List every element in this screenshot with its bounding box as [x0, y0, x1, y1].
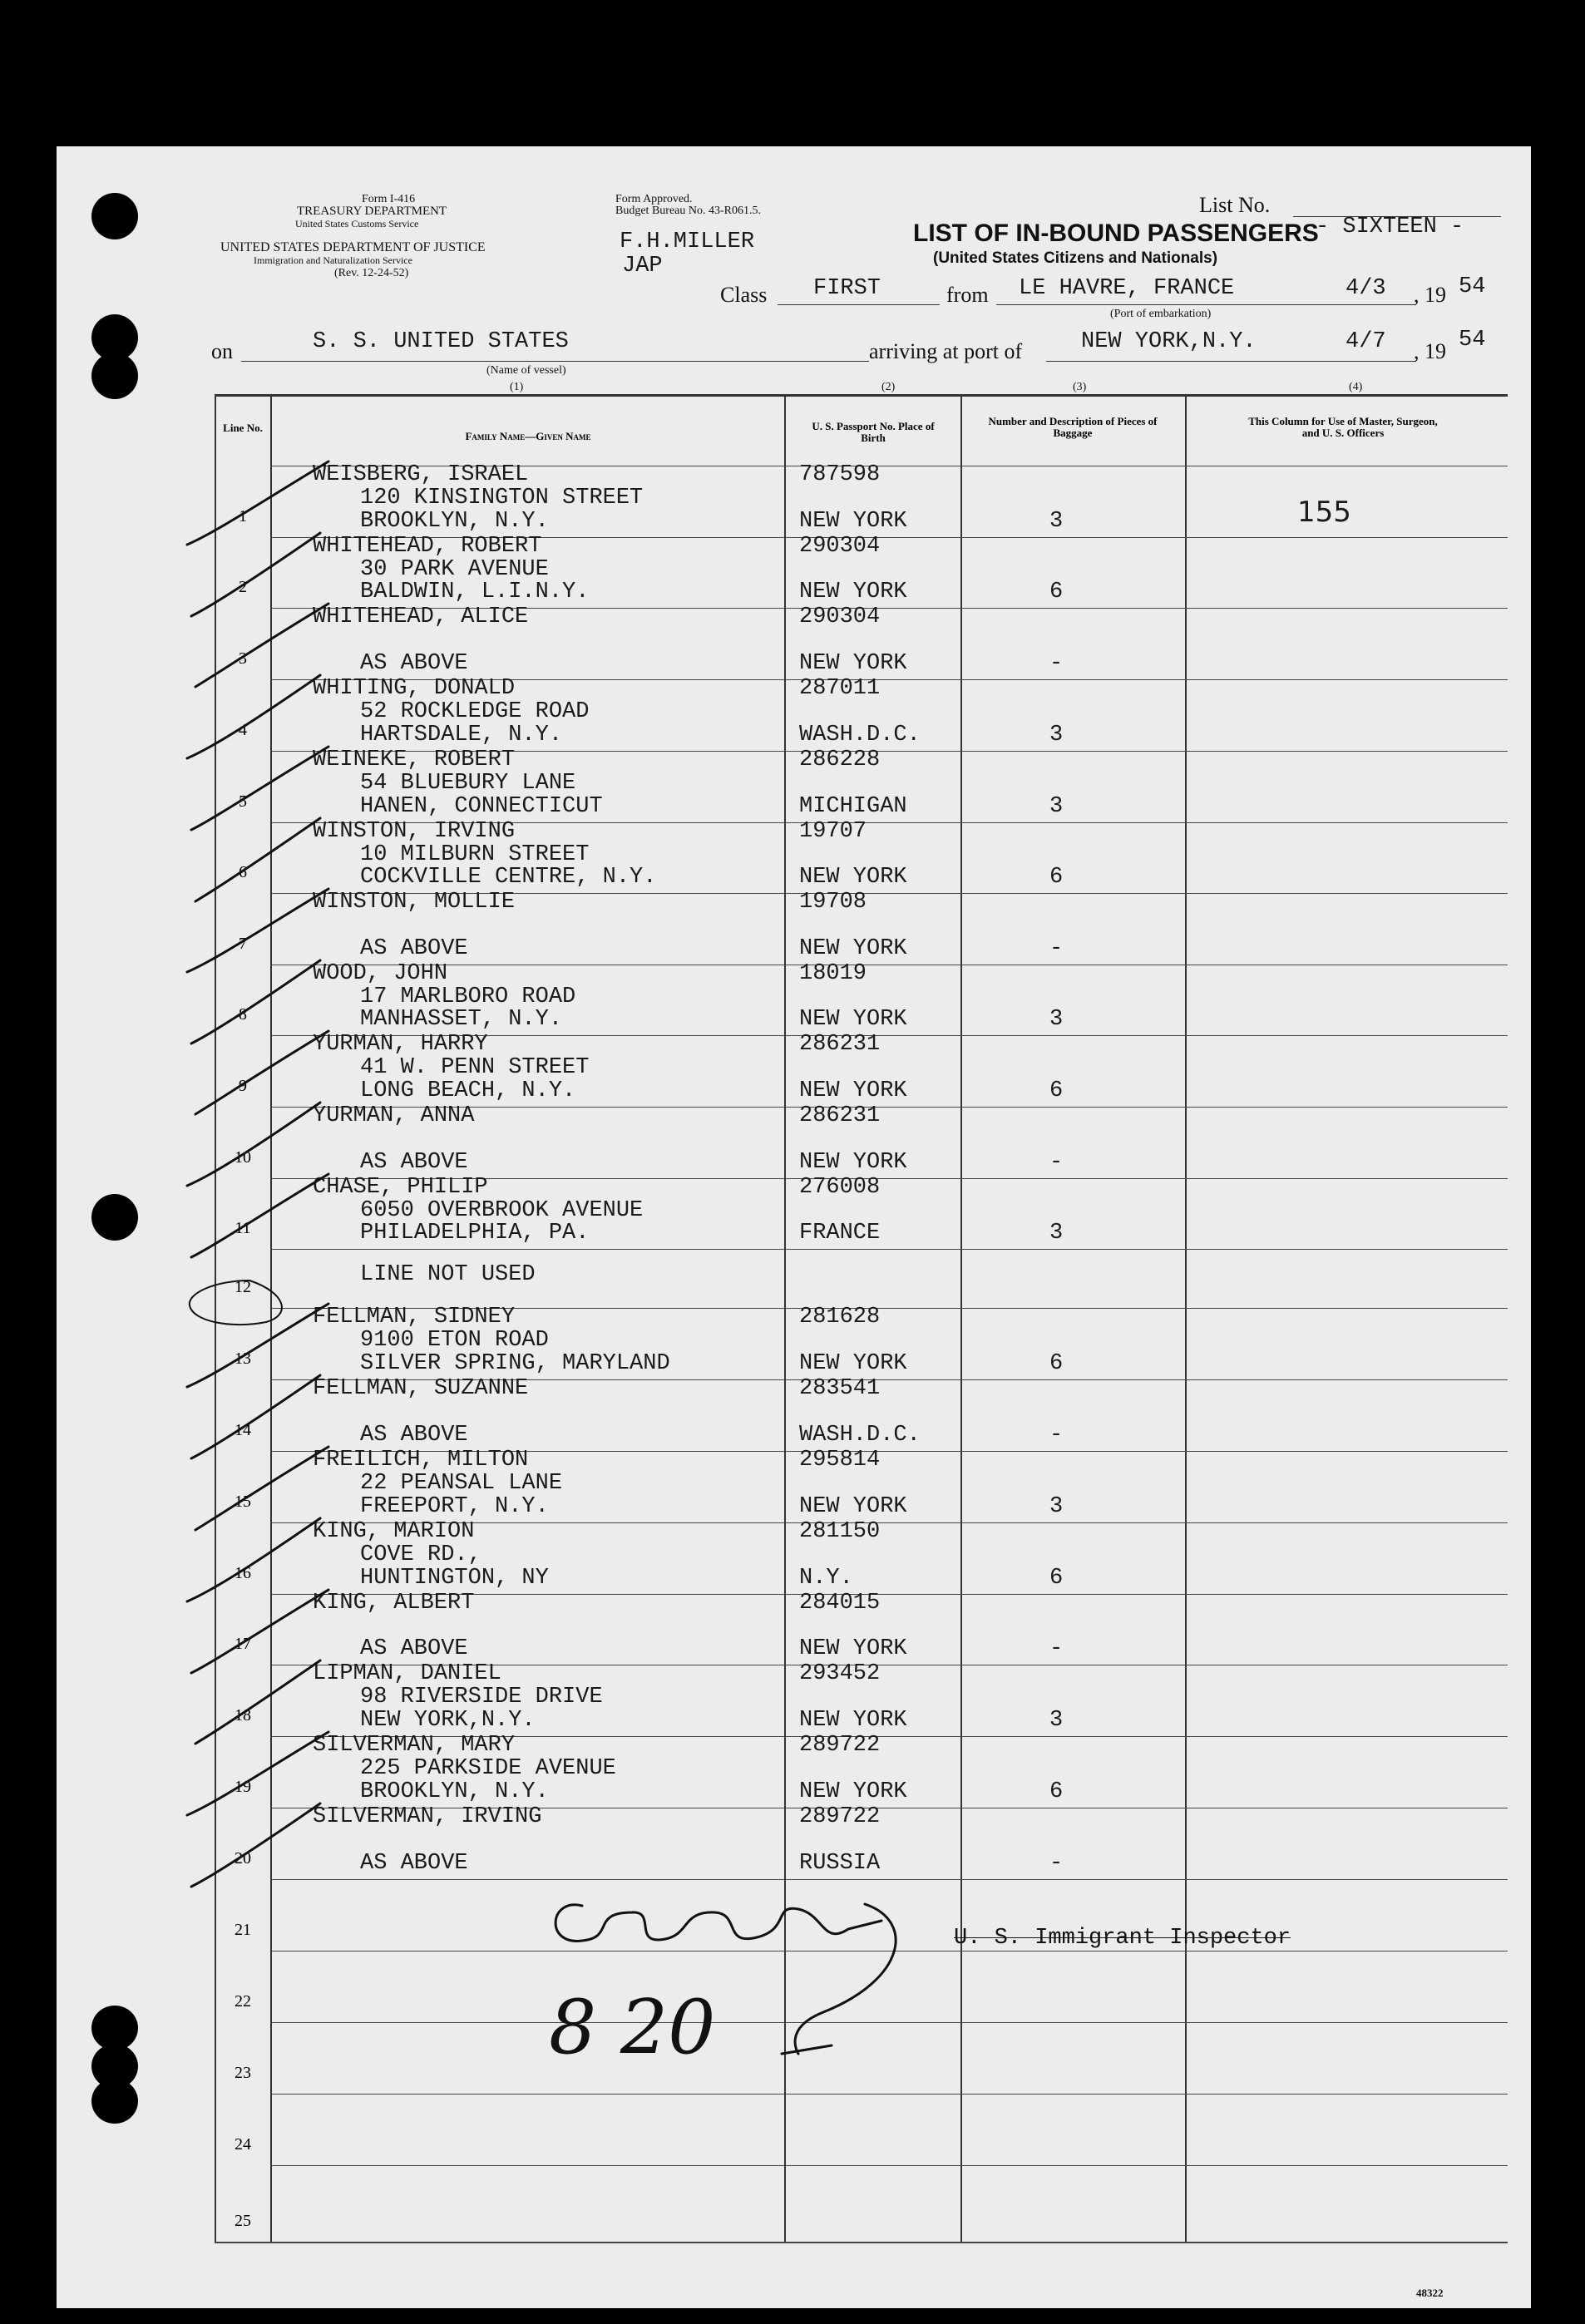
- line-number: 1: [239, 507, 247, 525]
- from-year: 54: [1459, 274, 1486, 299]
- address-line-1: 225 PARKSIDE AVENUE: [360, 1756, 616, 1781]
- address-line-2: AS ABOVE: [360, 1636, 468, 1661]
- place-of-birth: NEW YORK: [799, 1636, 907, 1661]
- arrival-port: NEW YORK,N.Y.: [1081, 329, 1257, 354]
- passport-number: 284015: [799, 1591, 881, 1616]
- line-number: 16: [235, 1564, 251, 1582]
- address-line-1: 52 ROCKLEDGE ROAD: [360, 699, 590, 724]
- place-of-birth: WASH.D.C.: [799, 1423, 921, 1448]
- typed-initials: JAP: [622, 254, 663, 279]
- footer-code: 48322: [1416, 2287, 1444, 2299]
- place-of-birth: NEW YORK: [799, 509, 907, 534]
- passport-number: 276008: [799, 1175, 881, 1200]
- col-header-officers: This Column for Use of Master, Surgeon, and U. S. Officers: [1248, 415, 1438, 439]
- line-12-circle: [190, 1280, 282, 1325]
- handwritten-note: 8 20: [549, 1984, 716, 2071]
- baggage-count: 6: [1049, 580, 1064, 604]
- arrival-year: 54: [1459, 328, 1486, 353]
- address-line-2: BALDWIN, L.I.N.Y.: [360, 580, 590, 604]
- baggage-count: 6: [1049, 1078, 1064, 1103]
- place-of-birth: NEW YORK: [799, 651, 907, 676]
- place-of-birth: NEW YORK: [799, 865, 907, 890]
- address-line-2: AS ABOVE: [360, 1150, 468, 1175]
- col-header-baggage: Number and Description of Pieces of Baggage: [988, 415, 1158, 439]
- address-line-2: BROOKLYN, N.Y.: [360, 1779, 549, 1804]
- check-mark-tail: [782, 2045, 832, 2054]
- tally-check-mark: [187, 1103, 320, 1186]
- address-line-2: MANHASSET, N.Y.: [360, 1007, 563, 1032]
- customs-service: United States Customs Service: [295, 218, 419, 229]
- place-of-birth: NEW YORK: [799, 1779, 907, 1804]
- line-number: 3: [239, 649, 247, 668]
- justice-dept: UNITED STATES DEPARTMENT OF JUSTICE: [220, 240, 486, 254]
- baggage-count: 6: [1049, 1566, 1064, 1591]
- tally-check-mark: [195, 1031, 328, 1114]
- address-line-2: LONG BEACH, N.Y.: [360, 1078, 576, 1103]
- passenger-name: CHASE, PHILIP: [313, 1175, 488, 1200]
- baggage-count: -: [1049, 936, 1064, 961]
- address-line-2: AS ABOVE: [360, 651, 468, 676]
- address-line-1: 30 PARK AVENUE: [360, 557, 549, 582]
- line-number: 5: [239, 792, 247, 811]
- tally-check-mark: [195, 1660, 320, 1744]
- line-number: 23: [235, 2064, 251, 2082]
- vessel-name: S. S. UNITED STATES: [313, 329, 569, 354]
- tally-check-mark: [191, 960, 320, 1044]
- tally-check-mark: [195, 604, 328, 687]
- address-line-1: COVE RD.,: [360, 1542, 481, 1567]
- tally-check-mark: [187, 889, 328, 972]
- column-number-1: (1): [510, 381, 524, 393]
- tally-check-mark: [187, 1732, 328, 1815]
- line-number: 11: [235, 1219, 251, 1237]
- arrival-date: 4/7: [1346, 329, 1386, 354]
- typed-name: F.H.MILLER: [620, 229, 755, 254]
- tally-check-mark: [195, 818, 320, 901]
- revision: (Rev. 12-24-52): [334, 267, 409, 279]
- from-value: LE HAVRE, FRANCE: [1019, 276, 1235, 301]
- passport-number: 290304: [799, 534, 881, 559]
- line-number: 8: [239, 1005, 247, 1024]
- inspector-signature: [555, 1904, 896, 2054]
- place-of-birth: NEW YORK: [799, 1494, 907, 1519]
- address-line-1: 6050 OVERBROOK AVENUE: [360, 1198, 644, 1223]
- baggage-count: 3: [1049, 1494, 1064, 1519]
- address-line-2: AS ABOVE: [360, 1423, 468, 1448]
- baggage-count: 3: [1049, 1708, 1064, 1733]
- col-header-name: Family Name—Given Name: [465, 430, 591, 442]
- address-line-1: 120 KINSINGTON STREET: [360, 486, 644, 511]
- passenger-name: WHITEHEAD, ROBERT: [313, 534, 542, 559]
- passenger-name: SILVERMAN, IRVING: [313, 1804, 542, 1829]
- passport-number: 289722: [799, 1804, 881, 1829]
- passenger-name: FELLMAN, SUZANNE: [313, 1376, 529, 1401]
- tally-check-mark: [187, 675, 320, 758]
- tally-check-mark: [191, 1174, 328, 1257]
- on-label: on: [211, 339, 233, 363]
- passport-number: 293452: [799, 1661, 881, 1686]
- column-number-2: (2): [881, 381, 896, 393]
- line-number: 6: [239, 863, 247, 881]
- passport-number: 287011: [799, 676, 881, 701]
- class-value: FIRST: [813, 276, 881, 301]
- passenger-name: KING, ALBERT: [313, 1591, 475, 1616]
- baggage-count: 6: [1049, 1779, 1064, 1804]
- passport-number: 281628: [799, 1305, 881, 1330]
- address-line-2: AS ABOVE: [360, 1851, 468, 1876]
- line-number: 21: [235, 1921, 251, 1939]
- place-of-birth: N.Y.: [799, 1566, 853, 1591]
- place-of-birth: NEW YORK: [799, 1708, 907, 1733]
- arrival-year-prefix: , 19: [1414, 339, 1446, 363]
- baggage-count: 3: [1049, 723, 1064, 748]
- line-number: 9: [239, 1077, 247, 1095]
- address-line-2: SILVER SPRING, MARYLAND: [360, 1351, 670, 1376]
- address-line-2: COCKVILLE CENTRE, N.Y.: [360, 865, 657, 890]
- passenger-name: WINSTON, IRVING: [313, 819, 516, 844]
- address-line-2: BROOKLYN, N.Y.: [360, 509, 549, 534]
- line-number: 19: [235, 1778, 251, 1796]
- place-of-birth: NEW YORK: [799, 1078, 907, 1103]
- passenger-name: SILVERMAN, MARY: [313, 1733, 516, 1758]
- address-line-2: HANEN, CONNECTICUT: [360, 794, 603, 819]
- col-header-line-no: Line No.: [223, 422, 263, 434]
- passport-number: 18019: [799, 961, 867, 986]
- line-number: 12: [235, 1278, 251, 1296]
- place-of-birth: FRANCE: [799, 1221, 881, 1246]
- line-number: 10: [235, 1148, 251, 1167]
- passenger-name: YURMAN, HARRY: [313, 1032, 488, 1057]
- address-line-2: HARTSDALE, N.Y.: [360, 723, 563, 748]
- passport-number: 281150: [799, 1519, 881, 1544]
- tally-check-mark: [191, 747, 328, 830]
- list-no-label: List No.: [1199, 193, 1271, 217]
- place-of-birth: NEW YORK: [799, 1351, 907, 1376]
- tally-check-mark: [187, 1518, 320, 1601]
- address-line-1: 22 PEANSAL LANE: [360, 1471, 563, 1496]
- address-line-2: AS ABOVE: [360, 936, 468, 961]
- tally-check-mark: [191, 533, 320, 616]
- baggage-count: 3: [1049, 509, 1064, 534]
- form-title: LIST OF IN-BOUND PASSENGERS: [913, 220, 1319, 247]
- passport-number: 19708: [799, 890, 867, 915]
- line-number: 15: [235, 1493, 251, 1511]
- tally-check-mark: [191, 1803, 320, 1887]
- passport-number: 295814: [799, 1448, 881, 1473]
- address-line-1: 98 RIVERSIDE DRIVE: [360, 1685, 603, 1710]
- column-number-4: (4): [1349, 381, 1363, 393]
- address-line-1: 9100 ETON ROAD: [360, 1328, 549, 1353]
- place-of-birth: NEW YORK: [799, 580, 907, 604]
- passenger-name: WHITEHEAD, ALICE: [313, 604, 529, 629]
- baggage-count: -: [1049, 1851, 1064, 1876]
- address-line-1: 17 MARLBORO ROAD: [360, 984, 576, 1009]
- passport-number: 283541: [799, 1376, 881, 1401]
- baggage-count: 3: [1049, 1007, 1064, 1032]
- passenger-name: KING, MARION: [313, 1519, 475, 1544]
- place-of-birth: RUSSIA: [799, 1851, 881, 1876]
- form-subtitle: (United States Citizens and Nationals): [933, 249, 1218, 267]
- passport-number: 289722: [799, 1733, 881, 1758]
- passport-number: 290304: [799, 604, 881, 629]
- line-number: 7: [239, 935, 247, 953]
- baggage-count: -: [1049, 1636, 1064, 1661]
- line-number: 22: [235, 1992, 251, 2011]
- line-number: 17: [235, 1635, 251, 1653]
- budget-bureau: Budget Bureau No. 43-R061.5.: [615, 205, 761, 217]
- place-of-birth: NEW YORK: [799, 1150, 907, 1175]
- port-caption: (Port of embarkation): [1110, 308, 1212, 320]
- place-of-birth: WASH.D.C.: [799, 723, 921, 748]
- col-header-passport: U. S. Passport No. Place of Birth: [812, 420, 935, 444]
- row-note: LINE NOT USED: [360, 1262, 536, 1287]
- form-number: Form I-416: [362, 193, 416, 205]
- line-number: 20: [235, 1849, 251, 1868]
- ins-service: Immigration and Naturalization Service: [254, 254, 412, 266]
- address-line-2: PHILADELPHIA, PA.: [360, 1221, 590, 1246]
- baggage-count: 6: [1049, 1351, 1064, 1376]
- from-label: from: [946, 283, 989, 307]
- list-no-value: - SIXTEEN -: [1316, 215, 1464, 239]
- passenger-name: WHITING, DONALD: [313, 676, 516, 701]
- vessel-caption: (Name of vessel): [486, 364, 566, 377]
- officer-note: 155: [1297, 496, 1351, 529]
- passenger-name: WEISBERG, ISRAEL: [313, 462, 529, 487]
- baggage-count: 3: [1049, 1221, 1064, 1246]
- tally-check-mark: [195, 1447, 328, 1530]
- address-line-2: NEW YORK,N.Y.: [360, 1708, 536, 1733]
- baggage-count: -: [1049, 1423, 1064, 1448]
- baggage-count: -: [1049, 1150, 1064, 1175]
- from-year-prefix: , 19: [1414, 283, 1446, 307]
- passenger-name: YURMAN, ANNA: [313, 1103, 475, 1128]
- line-number: 2: [239, 578, 247, 596]
- column-number-3: (3): [1073, 381, 1087, 393]
- address-line-1: 54 BLUEBURY LANE: [360, 771, 576, 796]
- tally-check-mark: [187, 461, 328, 545]
- line-number: 24: [235, 2135, 251, 2154]
- passenger-name: WOOD, JOHN: [313, 961, 448, 986]
- passenger-name: LIPMAN, DANIEL: [313, 1661, 501, 1686]
- place-of-birth: MICHIGAN: [799, 794, 907, 819]
- tally-check-mark: [191, 1375, 320, 1458]
- passport-number: 286231: [799, 1032, 881, 1057]
- passport-number: 19707: [799, 819, 867, 844]
- passport-number: 286228: [799, 748, 881, 772]
- baggage-count: 3: [1049, 794, 1064, 819]
- passport-number: 787598: [799, 462, 881, 487]
- tally-check-mark: [191, 1590, 328, 1673]
- tally-check-mark: [187, 1304, 328, 1387]
- from-date: 4/3: [1346, 276, 1386, 301]
- arriving-label: arriving at port of: [869, 339, 1023, 363]
- passport-number: 286231: [799, 1103, 881, 1128]
- baggage-count: -: [1049, 651, 1064, 676]
- line-number: 14: [235, 1421, 251, 1439]
- inspector-title: U. S. Immigrant Inspector: [954, 1926, 1291, 1951]
- line-number: 25: [235, 2212, 251, 2230]
- place-of-birth: NEW YORK: [799, 936, 907, 961]
- passenger-name: FREILICH, MILTON: [313, 1448, 529, 1473]
- treasury-dept: TREASURY DEPARTMENT: [297, 205, 447, 218]
- address-line-1: 41 W. PENN STREET: [360, 1055, 590, 1080]
- baggage-count: 6: [1049, 865, 1064, 890]
- passenger-name: FELLMAN, SIDNEY: [313, 1305, 516, 1330]
- form-approved: Form Approved.: [615, 193, 693, 205]
- line-number: 4: [239, 721, 247, 739]
- line-number: 18: [235, 1706, 251, 1724]
- class-label: Class: [720, 283, 768, 307]
- place-of-birth: NEW YORK: [799, 1007, 907, 1032]
- line-number: 13: [235, 1349, 251, 1368]
- passenger-name: WEINEKE, ROBERT: [313, 748, 516, 772]
- address-line-2: HUNTINGTON, NY: [360, 1566, 549, 1591]
- passenger-name: WINSTON, MOLLIE: [313, 890, 516, 915]
- address-line-2: FREEPORT, N.Y.: [360, 1494, 549, 1519]
- address-line-1: 10 MILBURN STREET: [360, 842, 590, 867]
